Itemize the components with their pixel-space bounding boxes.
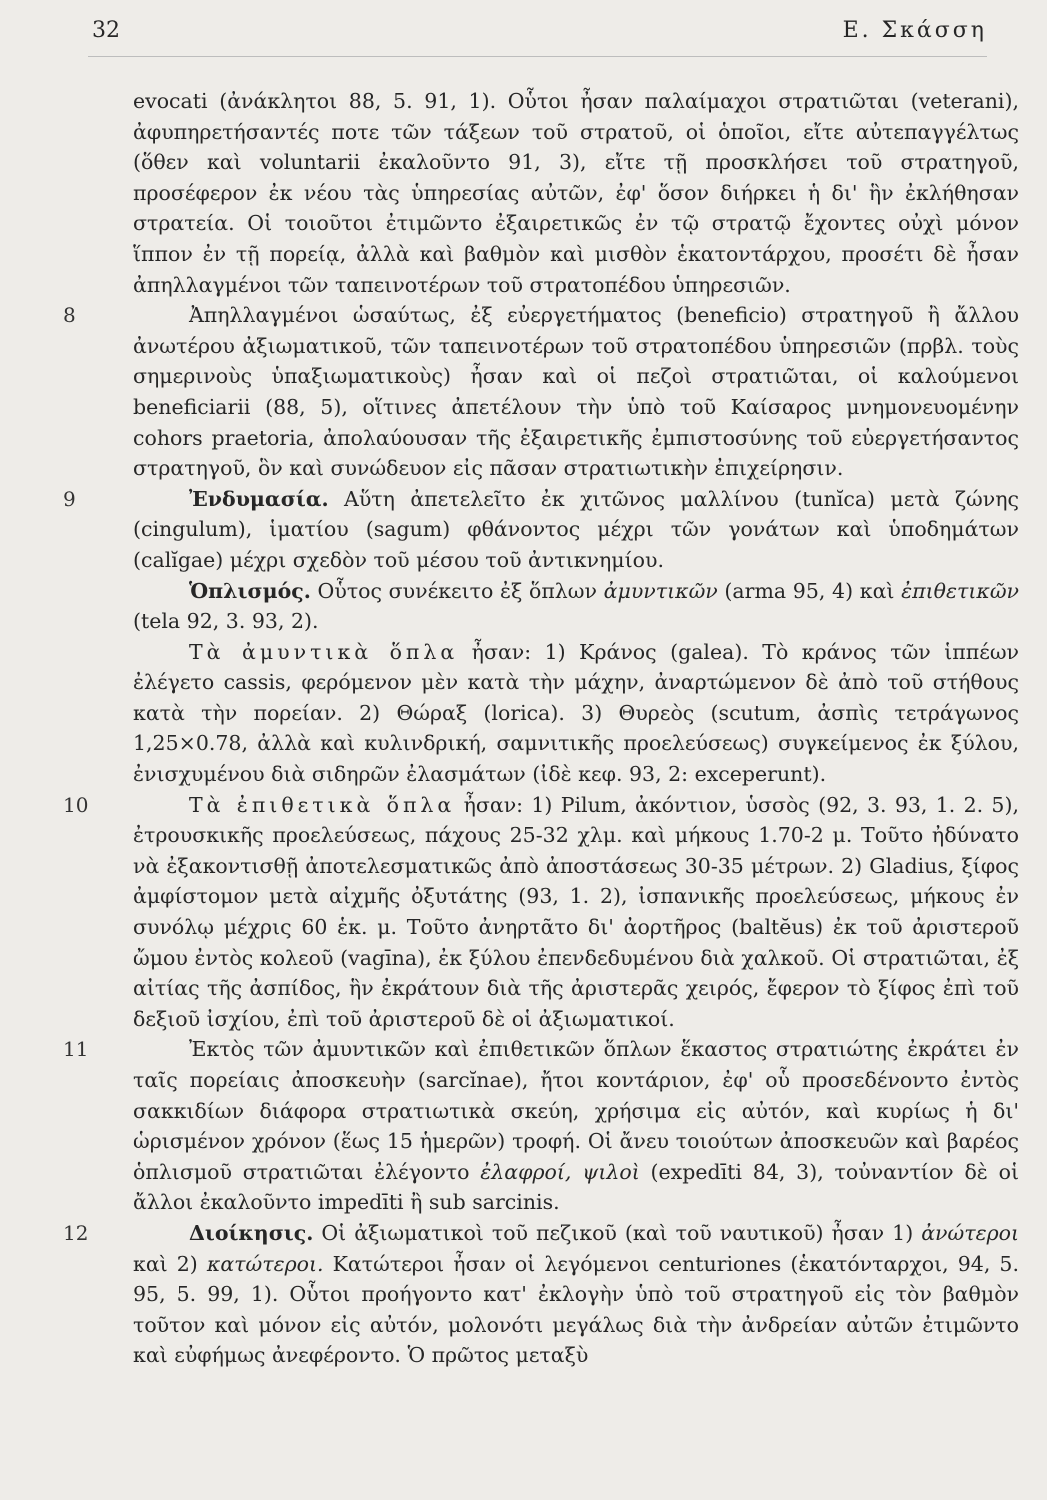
paragraph-armament [133, 576, 1019, 637]
page-header [88, 16, 987, 57]
paragraph [133, 790, 1019, 1035]
italic-term: ἐπιθετικῶν [901, 578, 1019, 603]
section-11 [63, 1034, 1019, 1218]
section-heading: Ὁπλισμός. [189, 578, 311, 603]
paragraph-text: Ἐκτὸς τῶν ἀμυντικῶν καὶ ἐπιθετικῶν ὅπλων ἕκαστος στρατιώτης ἐκράτει ἐν ταῖς πορείαις ἀποσκευὴν (sarcĭnae), ἤτοι κοντάριον, ἐφ' οὗ προσεδένοντο ἐντὸς σακκιδίων διάφορα στρατιωτικὰ σκεύη, χρήσιμα εἰς αὐτόν, καὶ κυρίως ἡ δι' ὡρισμένον χρόνον (ἕως 15 ἡμερῶν) τροφή. Οἱ ἄνευ τοιούτων ἀποσκευῶν καὶ βαρέος ὁπλισμοῦ στρατιῶται ἐλέγοντο [133, 1037, 1019, 1184]
running-head: Ε. Σκάσση [842, 18, 987, 43]
section-number: 10 [63, 792, 89, 817]
section-heading: Ἐνδυμασία. [189, 486, 329, 511]
spaced-heading: Τὰ ἀμυντικὰ ὅπλα [189, 639, 459, 664]
paragraph-text: Κατώτεροι ἦσαν οἱ λεγόμενοι centuriones (ἑκατόνταρχοι, 94, 5. 95, 5. 99, 1). Οὗτοι προήγοντο κατ' ἐκλογὴν ὑπὸ τοῦ στρατηγοῦ εἰς τὸν βαθμὸν τοῦτον καὶ μόνον εἰς αὐτόν, μολονότι μεγάλως διὰ τὴν ἀνδρείαν αὐτῶν ἐτιμῶντο καὶ εὐφήμως ἀνεφέροντο. Ὁ πρῶτος μεταξὺ [133, 1251, 1019, 1368]
section-12 [63, 1218, 1019, 1371]
paragraph-text: Ἀπηλλαγμένοι ὡσαύτως, ἐξ εὐεργετήματος (beneficio) στρατηγοῦ ἢ ἄλλου ἀνωτέρου ἀξιωματικοῦ, τῶν ταπεινοτέρων τοῦ στρατοπέδου ὑπηρεσιῶν (πρβλ. τοὺς σημερινοὺς ὑπαξιωματικοὺς) ἦσαν καὶ οἱ πεζοὶ στρατιῶται, οἱ καλούμενοι beneficiarii (88, 5), οἵτινες ἀπετέλουν τὴν ὑπὸ τοῦ Καίσαρος μνημονευομένην cohors praetoria, ἀπολαύουσαν τῆς ἐξαιρετικῆς ἐμπιστοσύνης τοῦ εὐεργετήσαντος στρατηγοῦ, ὃν καὶ συνώδευον εἰς πᾶσαν στρατιωτικὴν ἐπιχείρησιν. [133, 303, 1019, 481]
paragraph-text: ἦσαν: 1) Pilum, ἀκόντιον, ὑσσὸς (92, 3. 93, 1. 2. 5), ἐτρουσκικῆς προελεύσεως, πάχους 25-32 χλμ. καὶ μήκους 1.70-2 μ. Τοῦτο ἠδύνατο νὰ ἐξακοντισθῇ ἀποτελεσματικῶς ἀπὸ ἀποστάσεως 30-35 μέτρων. 2) Gladius, ξίφος ἀμφίστομον μετὰ αἰχμῆς ὀξυτάτης (93, 1. 2), ἰσπανικῆς προελεύσεως, μήκους ἐν συνόλῳ μέχρις 60 ἑκ. μ. Τοῦτο ἀνηρτᾶτο δι' ἀορτῆρος (baltĕus) ἐκ τοῦ ἀριστεροῦ ὤμου ἐντὸς κολεοῦ (vagīna), ἐκ ξύλου ἐπενδεδυμένου διὰ χαλκοῦ. Οἱ στρατιῶται, ἐξ αἰτίας τῆς ἀσπίδος, ἣν ἐκράτουν διὰ τῆς ἀριστερᾶς χειρός, ἔφερον τὸ ξίφος ἐπὶ τοῦ δεξιοῦ ἰσχίου, ἐπὶ τοῦ ἀριστεροῦ δὲ οἱ ἀξιωματικοί. [133, 792, 1019, 1031]
section-number: 12 [63, 1220, 89, 1245]
paragraph [133, 484, 1019, 576]
paragraph-text: (arma 95, 4) καὶ [717, 578, 902, 603]
section-number: 8 [63, 303, 76, 328]
spaced-heading: Τὰ ἐπιθετικὰ ὅπλα [189, 792, 456, 817]
paragraph-text: ἦσαν: 1) Κράνος (galea). Τὸ κράνος τῶν ἱππέων ἐλέγετο cassis, φερόμενον μὲν κατὰ τὴν μάχην, ἀναρτώμενον δὲ ἀπὸ τοῦ στήθους κατὰ τὴν πορείαν. 2) Θώραξ (lorica). 3) Θυρεὸς (scutum, ἀσπὶς τετράγωνος 1,25×0.78, ἀλλὰ καὶ κυλινδρική, σαμνιτικῆς προελεύσεως) συγκείμενος ἐκ ξύλου, ἐνισχυμένου διὰ σιδηρῶν ἐλασμάτων (ἰδὲ κεφ. 93, 2: excеperunt). [133, 639, 1020, 787]
paragraph-defensive-weapons [133, 637, 1019, 790]
italic-term: ἀμυντικῶν [603, 578, 718, 603]
section-8 [63, 300, 1019, 484]
paragraph-text: Οἱ ἀξιωματικοὶ τοῦ πεζικοῦ (καὶ τοῦ ναυτικοῦ) ἦσαν 1) [313, 1220, 922, 1245]
page-number: 32 [92, 18, 120, 43]
paragraph-text: Οὗτος συνέκειτο ἐξ ὅπλων [310, 578, 604, 603]
section-heading: Διοίκησις. [189, 1220, 314, 1245]
section-number: 9 [63, 486, 76, 511]
paragraph-text: (tela 92, 3. 93, 2). [133, 609, 319, 634]
section-9 [63, 484, 1019, 576]
paragraph-text: Αὕτη ἀπετελεῖτο ἐκ χιτῶνος μαλλίνου (tunĭca) μετὰ ζώνης (cingulum), ἱματίου (sagum) φθάνοντος μέχρι τῶν γονάτων καὶ ὑποδημάτων (calĭgae) μέχρι σχεδὸν τοῦ μέσου τοῦ ἀντικνημίου. [133, 486, 1019, 572]
italic-term: κατώτεροι. [206, 1251, 324, 1276]
section-number: 11 [63, 1037, 89, 1062]
body-text [63, 86, 1020, 1371]
paragraph [133, 1218, 1019, 1371]
italic-term: ἐλαφροί, ψιλοὶ [480, 1159, 640, 1184]
paragraph-continuation [133, 86, 1019, 300]
paragraph-text: καὶ 2) [133, 1251, 207, 1276]
section-10 [63, 790, 1019, 1035]
paragraph [133, 1034, 1019, 1218]
paragraph-text: evocati (ἀνάκλητοι 88, 5. 91, 1). Οὗτοι ἦσαν παλαίμαχοι στρατιῶται (veterani), ἀφυπηρετήσαντές ποτε τῶν τάξεων τοῦ στρατοῦ, οἱ ὁποῖοι, εἴτε αὐτεπαγγέλτως (ὅθεν καὶ voluntarii ἐκαλοῦντο 91, 3), εἴτε τῇ προσκλήσει τοῦ στρατηγοῦ, προσέφερον ἐκ νέου τὰς ὑπηρεσίας αὐτῶν, ἐφ' ὅσον διήρκει ἡ δι' ἣν ἐκλήθησαν στρατεία. Οἱ τοιοῦτοι ἐτιμῶντο ἐξαιρετικῶς ἐν τῷ στρατῷ ἔχοντες οὐχὶ μόνον ἵππον ἐν τῇ πορείᾳ, ἀλλὰ καὶ βαθμὸν καὶ μισθὸν ἑκατοντάρχου, προσέτι δὲ ἦσαν ἀπηλλαγμένοι τῶν ταπεινοτέρων τοῦ στρατοπέδου ὑπηρεσιῶν. [133, 89, 1019, 297]
paragraph-text: (expedīti 84, 3), τοὐναντίον δὲ οἱ ἄλλοι ἐκαλοῦντο impedīti ἢ sub sarcinis. [133, 1159, 1019, 1215]
paragraph [133, 300, 1019, 484]
italic-term: ἀνώτεροι [921, 1220, 1019, 1245]
